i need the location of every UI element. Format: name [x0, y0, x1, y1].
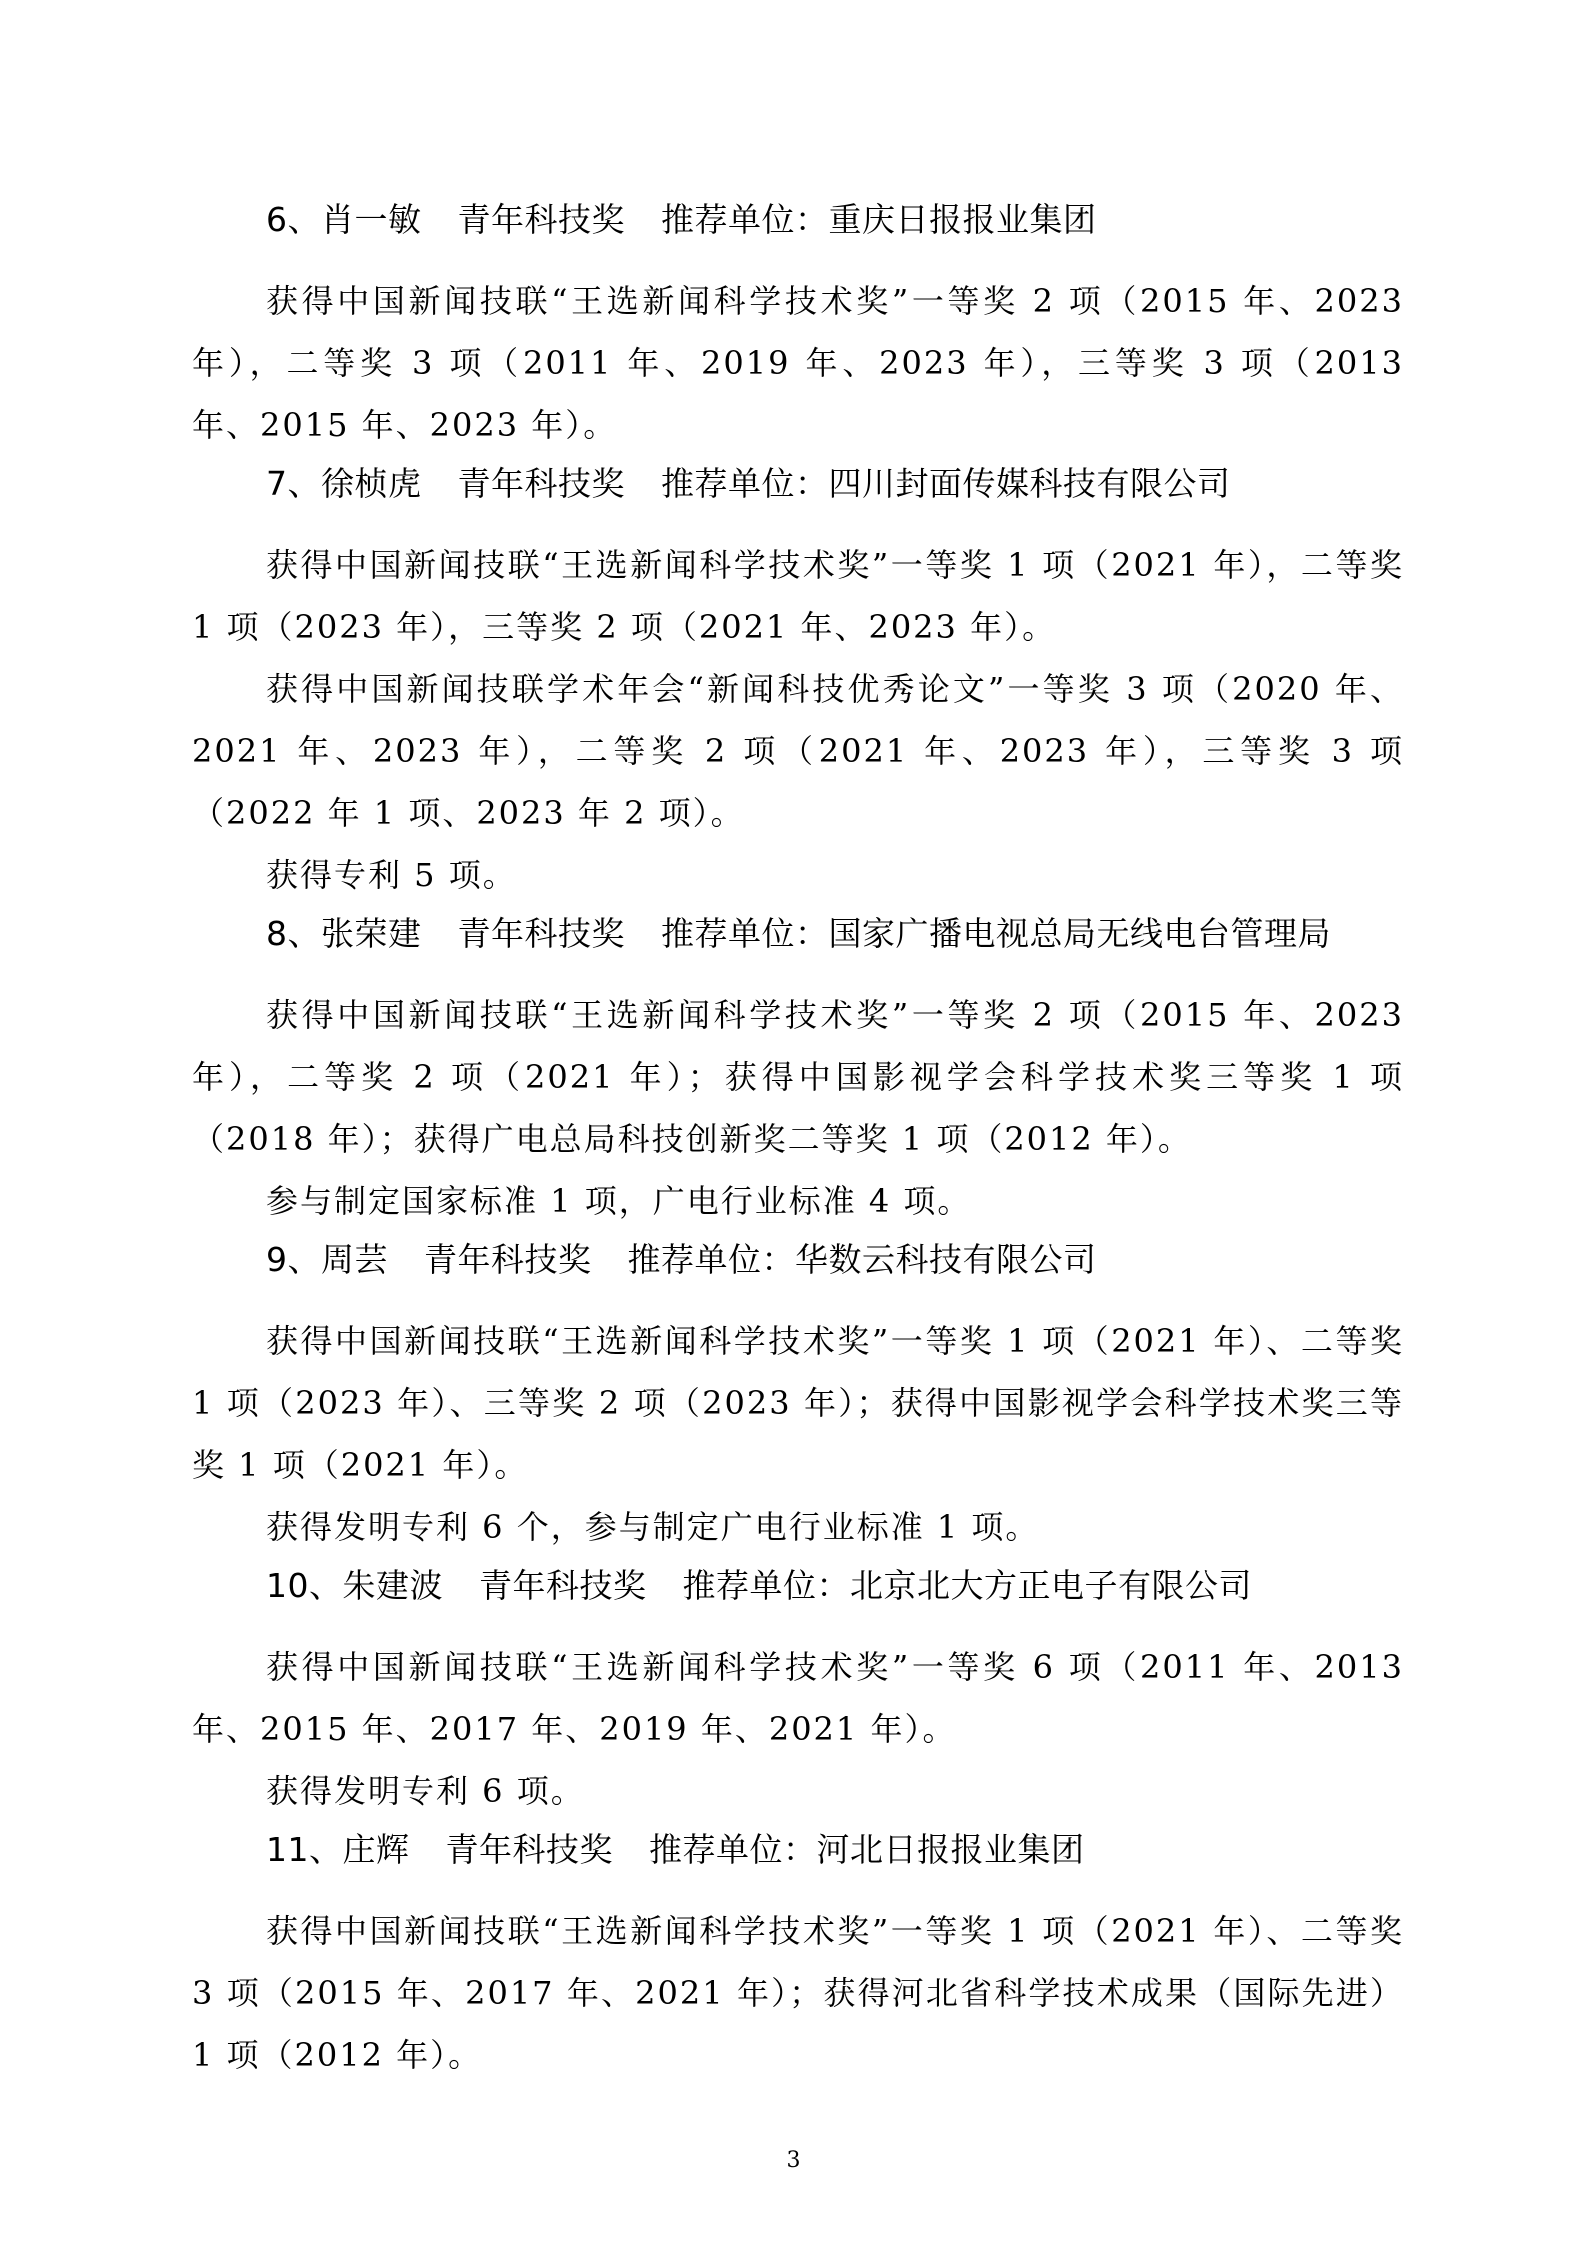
entry-paragraph: 获得中国新闻技联“王选新闻科学技术奖”一等奖 2 项（2015 年、2023 年），二等奖 2 项（2021 年）；获得中国影视学会科学技术奖三等奖 1 项（2018 年）；获得广电总局科技创新奖二等奖 1 项（2012 年）。 — [192, 996, 1404, 1158]
unit-label: 推荐单位： — [661, 200, 829, 239]
entry-number: 8、 — [266, 914, 321, 953]
entry-paragraph: 获得发明专利 6 项。 — [266, 1772, 585, 1810]
nominee-entry — [192, 1562, 1404, 1822]
award-category: 青年科技奖 — [479, 1566, 647, 1605]
entry-paragraph: 获得中国新闻技联“王选新闻科学技术奖”一等奖 1 项（2021 年）、二等奖 1 项（2023 年）、三等奖 2 项（2023 年）；获得中国影视学会科学技术奖三等奖 1 项（2021 年）。 — [192, 1322, 1404, 1484]
entry-paragraph: 获得中国新闻技联“王选新闻科学技术奖”一等奖 2 项（2015 年、2023 年），二等奖 3 项（2011 年、2019 年、2023 年），三等奖 3 项（2013 年、2015 年、2023 年）。 — [192, 282, 1404, 444]
nominee-entry — [192, 1236, 1404, 1558]
page-number: 3 — [786, 2148, 801, 2173]
entry-paragraph: 获得中国新闻技联“王选新闻科学技术奖”一等奖 1 项（2021 年），二等奖 1 项（2023 年），三等奖 2 项（2021 年、2023 年）。 — [192, 546, 1404, 646]
entry-paragraph: 获得专利 5 项。 — [266, 856, 517, 894]
entry-paragraph: 获得中国新闻技联“王选新闻科学技术奖”一等奖 1 项（2021 年）、二等奖 3 项（2015 年、2017 年、2021 年）；获得河北省科学技术成果（国际先进）1 项（2012 年）。 — [192, 1912, 1404, 2074]
recommending-unit: 北京北大方正电子有限公司 — [850, 1566, 1252, 1605]
nominee-name: 朱建波 — [342, 1566, 443, 1605]
nominee-name: 周芸 — [321, 1240, 388, 1279]
entry-paragraph: 获得中国新闻技联“王选新闻科学技术奖”一等奖 6 项（2011 年、2013 年、2015 年、2017 年、2019 年、2021 年）。 — [192, 1648, 1404, 1748]
award-category: 青年科技奖 — [445, 1830, 613, 1869]
entry-number: 6、 — [266, 200, 321, 239]
entry-number: 9、 — [266, 1240, 321, 1279]
entry-heading — [192, 460, 1404, 508]
unit-label: 推荐单位： — [661, 464, 829, 503]
entry-paragraph: 获得中国新闻技联学术年会“新闻科技优秀论文”一等奖 3 项（2020 年、2021 年、2023 年），二等奖 2 项（2021 年、2023 年），三等奖 3 项（2022 年 1 项、2023 年 2 项）。 — [192, 670, 1404, 832]
entry-number: 10、 — [266, 1566, 343, 1605]
unit-label: 推荐单位： — [682, 1566, 850, 1605]
entry-number: 7、 — [266, 464, 321, 503]
unit-label: 推荐单位： — [627, 1240, 795, 1279]
entry-paragraph: 参与制定国家标准 1 项，广电行业标准 4 项。 — [266, 1182, 972, 1220]
entry-paragraph: 获得发明专利 6 个，参与制定广电行业标准 1 项。 — [266, 1508, 1040, 1546]
nominee-name: 庄辉 — [342, 1830, 410, 1869]
recommending-unit: 四川封面传媒科技有限公司 — [828, 464, 1231, 503]
award-category: 青年科技奖 — [457, 914, 625, 953]
recommending-unit: 河北日报报业集团 — [816, 1830, 1085, 1869]
recommending-unit: 国家广播电视总局无线电台管理局 — [828, 914, 1331, 953]
recommending-unit: 重庆日报报业集团 — [828, 200, 1097, 239]
entry-heading — [192, 1236, 1404, 1284]
nominee-name: 肖一敏 — [321, 200, 422, 239]
nominee-entry — [192, 460, 1404, 906]
document-body — [192, 196, 1404, 2086]
award-category: 青年科技奖 — [457, 464, 625, 503]
entry-heading — [192, 196, 1404, 244]
award-category: 青年科技奖 — [457, 200, 625, 239]
entry-heading — [192, 910, 1404, 958]
nominee-name: 徐桢虎 — [321, 464, 422, 503]
nominee-entry — [192, 196, 1404, 456]
nominee-entry — [192, 910, 1404, 1232]
unit-label: 推荐单位： — [649, 1830, 817, 1869]
entry-number: 11、 — [266, 1830, 343, 1869]
entry-heading — [192, 1562, 1404, 1610]
recommending-unit: 华数云科技有限公司 — [795, 1240, 1097, 1279]
entry-heading — [192, 1826, 1404, 1874]
nominee-name: 张荣建 — [321, 914, 422, 953]
unit-label: 推荐单位： — [661, 914, 829, 953]
award-category: 青年科技奖 — [424, 1240, 592, 1279]
nominee-entry — [192, 1826, 1404, 2086]
